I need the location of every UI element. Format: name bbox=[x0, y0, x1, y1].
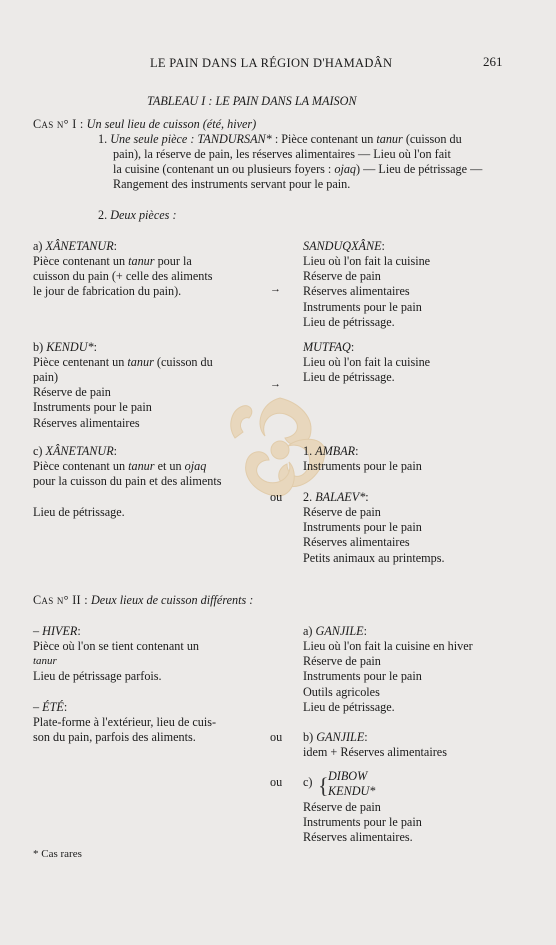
ra-line: Réserve de pain bbox=[303, 654, 381, 669]
item1-tanur: tanur bbox=[376, 132, 403, 146]
c-line2: pour la cuisson du pain et des aliments bbox=[33, 474, 222, 488]
c-line3: Lieu de pétrissage. bbox=[33, 505, 125, 519]
cas1-item1-line3 bbox=[113, 162, 482, 177]
rc-label: c) bbox=[303, 775, 313, 789]
ra-line: Lieu de pétrissage. bbox=[303, 699, 395, 714]
a-right-line: Lieu de pétrissage. bbox=[303, 314, 395, 329]
hiver-line3: Lieu de pétrissage parfois. bbox=[33, 669, 162, 683]
b-label: b) bbox=[33, 340, 44, 354]
b-right-list bbox=[303, 355, 430, 385]
rb-label: b) bbox=[303, 730, 314, 744]
c-r2-line: Réserves alimentaires bbox=[303, 535, 410, 550]
ra-line: Instruments pour le pain bbox=[303, 669, 422, 684]
b-l1a: Pièce centenant un bbox=[33, 355, 125, 369]
a-colon: : bbox=[113, 239, 118, 253]
page-number: 261 bbox=[483, 54, 503, 69]
cas1-title: Un seul lieu de cuisson (été, hiver) bbox=[86, 117, 257, 131]
c-r1-num: 1. bbox=[303, 444, 313, 458]
c-r1-line: Instruments pour le pain bbox=[303, 459, 422, 473]
ete-line2: son du pain, parfois des aliments. bbox=[33, 730, 196, 744]
b-colon: : bbox=[93, 340, 97, 354]
b-line: Réserves alimentaires bbox=[33, 415, 140, 430]
b-line: Instruments pour le pain bbox=[33, 400, 152, 415]
b-right-heading bbox=[303, 340, 354, 355]
ra-name: GANJILE bbox=[315, 624, 364, 638]
cas2-label: Cas n° II : bbox=[33, 593, 88, 607]
a-right-line: Réserves alimentaires bbox=[303, 284, 410, 299]
a-label: a) bbox=[33, 239, 43, 253]
item1-ojaq: ojaq bbox=[334, 162, 357, 176]
ra-colon: : bbox=[363, 624, 367, 638]
rb-ou: ou bbox=[270, 730, 283, 744]
c-r2-line: Instruments pour le pain bbox=[303, 520, 422, 535]
item1-text: : Pièce contenant un bbox=[274, 132, 374, 146]
ete-colon: : bbox=[63, 700, 68, 714]
rb-line: idem + Réserves alimentaires bbox=[303, 745, 447, 759]
b-tanur: tanur bbox=[127, 355, 154, 369]
cas2-title: Deux lieux de cuisson différents : bbox=[91, 593, 254, 607]
item1-l3-text: la cuisine (contenant un ou plusieurs foyers : bbox=[113, 162, 332, 176]
c-r2-line: Réserve de pain bbox=[303, 505, 381, 519]
c-line1 bbox=[33, 459, 206, 474]
cas1-item1-line2: pain), la réserve de pain, les réserves alimentaires — Lieu où l'on fait bbox=[113, 147, 451, 161]
ra-line: Outils agricoles bbox=[303, 684, 380, 699]
item1-room: TANDURSAN* bbox=[197, 132, 272, 146]
hiver-name: HIVER bbox=[42, 624, 78, 638]
rc-line: Instruments pour le pain bbox=[303, 815, 422, 830]
cas1-item1-line1 bbox=[98, 132, 462, 147]
item2-title: Deux pièces : bbox=[110, 208, 177, 222]
c-label: c) bbox=[33, 444, 43, 458]
hiver-line1: Pièce où l'on se tient contenant un bbox=[33, 639, 200, 653]
a-right-colon: : bbox=[381, 239, 385, 253]
c-r2-list bbox=[303, 505, 445, 566]
a-right-line: Instruments pour le pain bbox=[303, 299, 422, 314]
rc-line: Réserves alimentaires. bbox=[303, 830, 413, 845]
item1-number: 1. bbox=[98, 132, 108, 146]
ete-dash: – bbox=[33, 700, 40, 714]
rc-name2: KENDU* bbox=[328, 784, 376, 798]
b-arrow: → bbox=[270, 378, 281, 390]
rb-colon: : bbox=[364, 730, 368, 744]
a-right-name: SANDUQXÂNE bbox=[303, 239, 382, 253]
c-tanur: tanur bbox=[128, 459, 155, 473]
item1-l3-end: ) — Lieu de pétrissage — bbox=[356, 162, 483, 176]
table-title: TABLEAU I : LE PAIN DANS LA MAISON bbox=[147, 94, 357, 108]
c-ou: ou bbox=[270, 490, 283, 504]
hiver-dash: – bbox=[33, 624, 40, 638]
cas1-label: Cas n° I : bbox=[33, 117, 84, 131]
ete-name: ÉTÉ bbox=[42, 700, 64, 714]
ra-list bbox=[303, 639, 473, 715]
a-line1 bbox=[33, 254, 192, 269]
rb-heading bbox=[303, 730, 368, 745]
b-right-name: MUTFAQ bbox=[303, 340, 351, 354]
b-list bbox=[33, 370, 152, 431]
cas2-heading bbox=[33, 593, 253, 608]
c-r1-name: AMBAR bbox=[315, 444, 356, 458]
ete-heading bbox=[33, 700, 67, 715]
rc-ou: ou bbox=[270, 775, 283, 789]
a-name: XÂNETANUR bbox=[45, 239, 114, 253]
rb-name: GANJILE bbox=[316, 730, 365, 744]
c-r2-num: 2. bbox=[303, 490, 313, 504]
cas1-heading bbox=[33, 117, 256, 132]
a-right-heading bbox=[303, 239, 385, 254]
c-l1a: Pièce contenant un bbox=[33, 459, 126, 473]
b-name: KENDU* bbox=[46, 340, 94, 354]
rc-brace: { bbox=[318, 773, 329, 798]
a-line3: le jour de fabrication du pain). bbox=[33, 284, 182, 298]
a-line2: cuisson du pain (+ celle des aliments bbox=[33, 269, 213, 283]
b-right-line: Lieu où l'on fait la cuisine bbox=[303, 355, 431, 369]
item1-text-end: (cuisson du bbox=[405, 132, 462, 146]
c-r2-name: BALAEV* bbox=[315, 490, 366, 504]
b-right-colon: : bbox=[350, 340, 355, 354]
cas1-item1-line4: Rangement des instruments servant pour le pain. bbox=[113, 177, 351, 191]
a-l1a: Pièce contenant un bbox=[33, 254, 126, 268]
a-right-line: Lieu où l'on fait la cuisine bbox=[303, 254, 431, 268]
b-l1b: (cuisson du bbox=[156, 355, 213, 369]
ra-heading bbox=[303, 624, 367, 639]
c-r2-colon: : bbox=[365, 490, 369, 504]
b-heading bbox=[33, 340, 97, 355]
a-arrow: → bbox=[270, 283, 281, 295]
c-ojaq: ojaq bbox=[184, 459, 207, 473]
a-tanur: tanur bbox=[128, 254, 155, 268]
item1-lead: Une seule pièce : bbox=[110, 132, 195, 146]
c-name: XÂNETANUR bbox=[45, 444, 114, 458]
a-l1b: pour la bbox=[157, 254, 192, 268]
hiver-colon: : bbox=[77, 624, 81, 638]
item2-number: 2. bbox=[98, 208, 108, 222]
rc-list bbox=[303, 800, 422, 846]
ete-line1: Plate-forme à l'extérieur, lieu de cuis- bbox=[33, 715, 217, 729]
c-r2-line: Petits animaux au printemps. bbox=[303, 550, 445, 565]
c-r2-heading bbox=[303, 490, 369, 505]
b-line1 bbox=[33, 355, 213, 370]
ra-line: Lieu où l'on fait la cuisine en hiver bbox=[303, 639, 473, 653]
hiver-heading bbox=[33, 624, 81, 639]
c-colon: : bbox=[113, 444, 118, 458]
a-right-line: Réserve de pain bbox=[303, 269, 381, 284]
a-right-list bbox=[303, 254, 430, 330]
cas1-item2-heading bbox=[98, 208, 177, 223]
b-right-line: Lieu de pétrissage. bbox=[303, 370, 395, 385]
b-line: Réserve de pain bbox=[33, 385, 111, 400]
rc-line: Réserve de pain bbox=[303, 800, 381, 814]
b-line: pain) bbox=[33, 370, 59, 384]
c-heading bbox=[33, 444, 117, 459]
footnote: * Cas rares bbox=[33, 848, 82, 860]
rc-name1: DIBOW bbox=[328, 769, 368, 783]
c-l1b: et un bbox=[157, 459, 182, 473]
ra-label: a) bbox=[303, 624, 313, 638]
running-title: LE PAIN DANS LA RÉGION D'HAMADÂN bbox=[150, 56, 393, 70]
a-heading bbox=[33, 239, 117, 254]
hiver-tanur: tanur bbox=[33, 655, 57, 667]
c-r1-heading bbox=[303, 444, 359, 459]
c-r1-colon: : bbox=[355, 444, 359, 458]
